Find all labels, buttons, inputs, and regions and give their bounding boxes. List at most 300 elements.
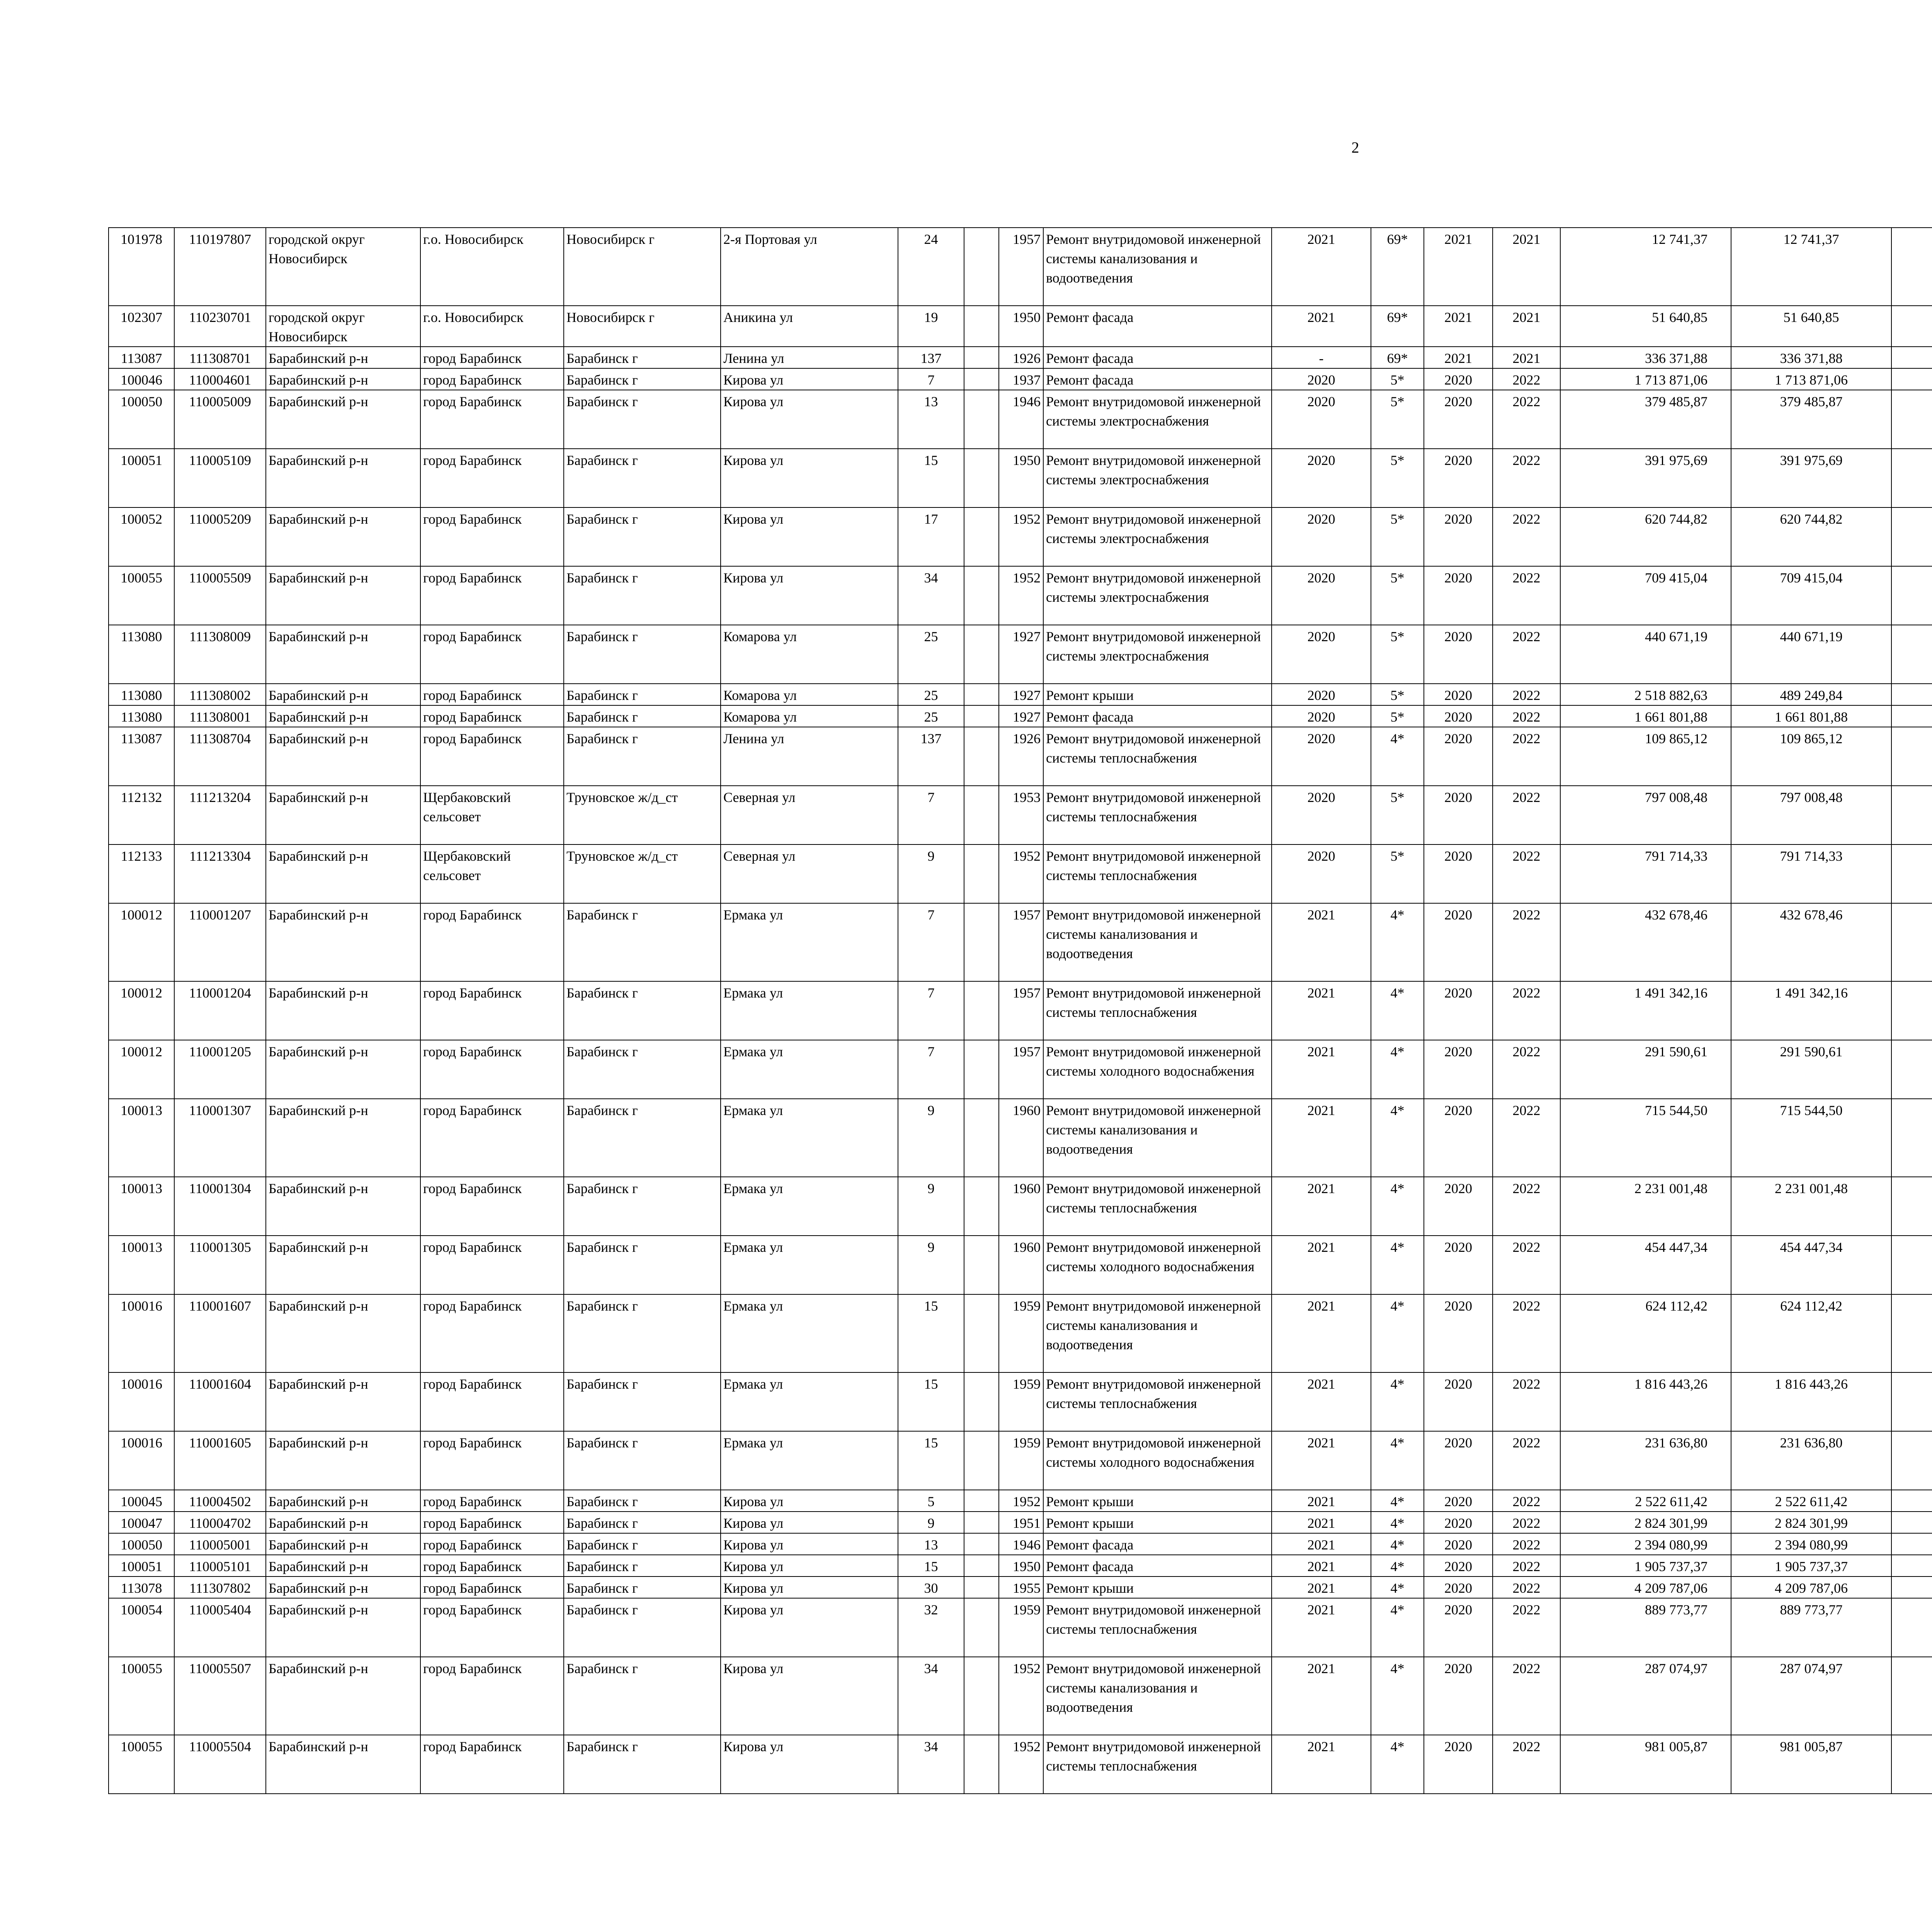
cell-end-year: 2022 [1493,1431,1560,1490]
cell-municipal-district: Барабинский р-н [266,1555,420,1577]
cell-municipality: город Барабинск [420,1555,564,1577]
cell-work-type: Ремонт внутридомовой инженерной системы теплоснабжения [1043,844,1272,903]
cell-build-year: 1927 [999,684,1043,705]
cell-fund-cost: 2 522 611,42 [1731,1490,1891,1512]
table-row [109,981,1932,1040]
cell-municipal-district: Барабинский р-н [266,1598,420,1657]
cell-start-year: 2020 [1424,727,1493,786]
cell-start-year: 2020 [1424,1598,1493,1657]
cell-build-year: 1952 [999,1490,1043,1512]
cell-build-year: 1952 [999,566,1043,625]
cell-street: Ермака ул [721,1099,898,1177]
cell-total-cost: 797 008,48 [1560,786,1731,844]
cell-federal-funds [1891,727,1932,786]
cell-work-type: Ремонт крыши [1043,1512,1272,1533]
cell-federal-funds [1891,684,1932,705]
cell-plan-year: 2021 [1272,1577,1371,1598]
cell-work-type: Ремонт внутридомовой инженерной системы электроснабжения [1043,566,1272,625]
cell-plan-year: 2020 [1272,705,1371,727]
cell-end-year: 2022 [1493,1577,1560,1598]
cell-total-cost: 2 231 001,48 [1560,1177,1731,1236]
cell-object-code: 110230701 [174,306,266,347]
cell-work-type: Ремонт внутридомовой инженерной системы теплоснабжения [1043,786,1272,844]
cell-build-year: 1957 [999,903,1043,981]
cell-build-year: 1959 [999,1294,1043,1372]
cell-plan-year: 2021 [1272,1735,1371,1794]
cell-work-type: Ремонт фасада [1043,306,1272,347]
cell-total-cost: 1 713 871,06 [1560,368,1731,390]
cell-fund-cost: 12 741,37 [1731,228,1891,306]
cell-house-letter [964,1040,999,1099]
cell-start-year: 2020 [1424,368,1493,390]
cell-house-letter [964,1657,999,1735]
cell-municipal-district: Барабинский р-н [266,1657,420,1735]
cell-street: Кирова ул [721,449,898,507]
cell-build-year: 1957 [999,1040,1043,1099]
cell-settlement: Барабинск г [564,1236,721,1294]
cell-municipality: город Барабинск [420,1372,564,1431]
table-row [109,727,1932,786]
cell-federal-funds [1891,1372,1932,1431]
cell-total-cost: 1 905 737,37 [1560,1555,1731,1577]
cell-fund-cost: 2 824 301,99 [1731,1512,1891,1533]
cell-build-year: 1959 [999,1372,1043,1431]
cell-build-year: 1960 [999,1236,1043,1294]
cell-work-type: Ремонт фасада [1043,368,1272,390]
cell-total-cost: 2 522 611,42 [1560,1490,1731,1512]
cell-settlement: Барабинск г [564,347,721,368]
table-row [109,1577,1932,1598]
cell-street: Ермака ул [721,1236,898,1294]
cell-house-letter [964,1177,999,1236]
cell-house-letter [964,1512,999,1533]
cell-plan-number: 4* [1371,1099,1424,1177]
cell-house-letter [964,368,999,390]
cell-settlement: Барабинск г [564,1533,721,1555]
cell-fund-cost: 1 713 871,06 [1731,368,1891,390]
cell-end-year: 2022 [1493,1735,1560,1794]
cell-house-number: 15 [898,1555,964,1577]
cell-municipality: город Барабинск [420,1236,564,1294]
cell-house-number: 34 [898,566,964,625]
cell-settlement: Барабинск г [564,1040,721,1099]
cell-federal-funds [1891,347,1932,368]
cell-plan-year: 2021 [1272,1099,1371,1177]
cell-build-year: 1960 [999,1099,1043,1177]
cell-total-cost: 1 491 342,16 [1560,981,1731,1040]
cell-street: Комарова ул [721,625,898,684]
cell-street: Ермака ул [721,1431,898,1490]
cell-object-code: 110001305 [174,1236,266,1294]
cell-federal-funds [1891,368,1932,390]
cell-house-number: 9 [898,1236,964,1294]
cell-total-cost: 336 371,88 [1560,347,1731,368]
cell-object-code: 110001204 [174,981,266,1040]
cell-house-id: 100050 [109,390,174,449]
cell-house-number: 15 [898,449,964,507]
cell-build-year: 1951 [999,1512,1043,1533]
cell-house-number: 17 [898,507,964,566]
cell-municipality: город Барабинск [420,684,564,705]
cell-house-letter [964,1577,999,1598]
table-row [109,625,1932,684]
cell-total-cost: 1 661 801,88 [1560,705,1731,727]
cell-plan-number: 4* [1371,1490,1424,1512]
cell-fund-cost: 791 714,33 [1731,844,1891,903]
cell-house-letter [964,1490,999,1512]
cell-house-id: 102307 [109,306,174,347]
cell-plan-year: 2021 [1272,306,1371,347]
table-row [109,903,1932,981]
cell-work-type: Ремонт внутридомовой инженерной системы теплоснабжения [1043,1598,1272,1657]
cell-fund-cost: 454 447,34 [1731,1236,1891,1294]
cell-house-id: 100013 [109,1177,174,1236]
cell-street: Кирова ул [721,1735,898,1794]
cell-municipal-district: Барабинский р-н [266,903,420,981]
cell-house-letter [964,1431,999,1490]
cell-build-year: 1952 [999,1657,1043,1735]
table-row [109,449,1932,507]
cell-build-year: 1952 [999,507,1043,566]
cell-federal-funds [1891,566,1932,625]
cell-end-year: 2022 [1493,1657,1560,1735]
cell-end-year: 2022 [1493,1040,1560,1099]
cell-fund-cost: 109 865,12 [1731,727,1891,786]
cell-plan-number: 5* [1371,507,1424,566]
cell-object-code: 111307802 [174,1577,266,1598]
cell-settlement: Барабинск г [564,1555,721,1577]
cell-work-type: Ремонт внутридомовой инженерной системы теплоснабжения [1043,1177,1272,1236]
cell-settlement: Новосибирск г [564,228,721,306]
cell-object-code: 110005404 [174,1598,266,1657]
table-row [109,1372,1932,1431]
cell-federal-funds [1891,507,1932,566]
cell-build-year: 1946 [999,1533,1043,1555]
cell-house-number: 137 [898,347,964,368]
cell-house-id: 100051 [109,1555,174,1577]
cell-federal-funds [1891,228,1932,306]
cell-build-year: 1955 [999,1577,1043,1598]
cell-street: Ермака ул [721,981,898,1040]
cell-start-year: 2020 [1424,390,1493,449]
cell-house-letter [964,449,999,507]
cell-house-number: 9 [898,1177,964,1236]
table-row [109,1490,1932,1512]
cell-total-cost: 454 447,34 [1560,1236,1731,1294]
cell-plan-number: 4* [1371,1735,1424,1794]
cell-house-number: 7 [898,903,964,981]
cell-fund-cost: 291 590,61 [1731,1040,1891,1099]
cell-start-year: 2020 [1424,705,1493,727]
cell-settlement: Барабинск г [564,507,721,566]
cell-settlement: Барабинск г [564,684,721,705]
cell-plan-year: 2021 [1272,1490,1371,1512]
cell-plan-year: 2020 [1272,625,1371,684]
cell-start-year: 2020 [1424,1577,1493,1598]
cell-municipal-district: Барабинский р-н [266,1533,420,1555]
cell-start-year: 2020 [1424,507,1493,566]
cell-municipal-district: Барабинский р-н [266,449,420,507]
cell-object-code: 110001207 [174,903,266,981]
cell-municipal-district: Барабинский р-н [266,1490,420,1512]
cell-end-year: 2021 [1493,306,1560,347]
cell-municipal-district: Барабинский р-н [266,844,420,903]
cell-object-code: 110005101 [174,1555,266,1577]
cell-plan-number: 4* [1371,1598,1424,1657]
cell-end-year: 2022 [1493,981,1560,1040]
cell-federal-funds [1891,390,1932,449]
table-row [109,1735,1932,1794]
cell-start-year: 2021 [1424,306,1493,347]
table-body [109,228,1932,1794]
cell-municipality: город Барабинск [420,1598,564,1657]
cell-start-year: 2020 [1424,566,1493,625]
cell-municipal-district: Барабинский р-н [266,347,420,368]
cell-fund-cost: 287 074,97 [1731,1657,1891,1735]
cell-end-year: 2022 [1493,390,1560,449]
cell-work-type: Ремонт внутридомовой инженерной системы электроснабжения [1043,507,1272,566]
cell-plan-number: 5* [1371,625,1424,684]
cell-municipality: город Барабинск [420,368,564,390]
cell-fund-cost: 797 008,48 [1731,786,1891,844]
cell-plan-number: 69* [1371,347,1424,368]
cell-municipality: город Барабинск [420,1512,564,1533]
cell-street: Кирова ул [721,507,898,566]
cell-fund-cost: 2 394 080,99 [1731,1533,1891,1555]
cell-house-letter [964,1294,999,1372]
cell-settlement: Барабинск г [564,1372,721,1431]
cell-end-year: 2022 [1493,368,1560,390]
cell-house-id: 100055 [109,1657,174,1735]
cell-municipality: город Барабинск [420,1735,564,1794]
cell-municipality: город Барабинск [420,449,564,507]
cell-settlement: Барабинск г [564,390,721,449]
cell-street: Ленина ул [721,727,898,786]
cell-federal-funds [1891,1577,1932,1598]
cell-end-year: 2022 [1493,786,1560,844]
cell-settlement: Барабинск г [564,981,721,1040]
table-row [109,1294,1932,1372]
cell-total-cost: 620 744,82 [1560,507,1731,566]
cell-house-letter [964,727,999,786]
cell-object-code: 110005009 [174,390,266,449]
cell-end-year: 2022 [1493,507,1560,566]
cell-settlement: Барабинск г [564,449,721,507]
cell-end-year: 2022 [1493,1533,1560,1555]
cell-work-type: Ремонт внутридомовой инженерной системы теплоснабжения [1043,727,1272,786]
cell-total-cost: 4 209 787,06 [1560,1577,1731,1598]
cell-house-id: 113080 [109,705,174,727]
cell-plan-year: 2021 [1272,228,1371,306]
cell-build-year: 1946 [999,390,1043,449]
cell-house-number: 5 [898,1490,964,1512]
cell-plan-year: 2020 [1272,368,1371,390]
table-row [109,705,1932,727]
cell-fund-cost: 1 661 801,88 [1731,705,1891,727]
cell-build-year: 1950 [999,1555,1043,1577]
cell-municipality: город Барабинск [420,1431,564,1490]
cell-work-type: Ремонт внутридомовой инженерной системы электроснабжения [1043,625,1272,684]
cell-settlement: Барабинск г [564,1598,721,1657]
cell-house-id: 100045 [109,1490,174,1512]
cell-house-number: 9 [898,844,964,903]
cell-object-code: 111213204 [174,786,266,844]
cell-municipality: город Барабинск [420,1177,564,1236]
cell-house-letter [964,1555,999,1577]
cell-total-cost: 1 816 443,26 [1560,1372,1731,1431]
cell-start-year: 2020 [1424,1512,1493,1533]
cell-plan-year: 2020 [1272,844,1371,903]
cell-federal-funds [1891,1512,1932,1533]
cell-plan-number: 5* [1371,786,1424,844]
cell-build-year: 1950 [999,306,1043,347]
cell-end-year: 2022 [1493,566,1560,625]
cell-plan-number: 4* [1371,1657,1424,1735]
cell-start-year: 2021 [1424,228,1493,306]
cell-build-year: 1937 [999,368,1043,390]
cell-municipality: город Барабинск [420,1040,564,1099]
cell-house-letter [964,228,999,306]
cell-street: Кирова ул [721,1490,898,1512]
cell-house-number: 25 [898,705,964,727]
cell-house-letter [964,1735,999,1794]
cell-house-letter [964,684,999,705]
cell-plan-number: 4* [1371,1512,1424,1533]
cell-start-year: 2020 [1424,1490,1493,1512]
cell-house-id: 113078 [109,1577,174,1598]
cell-municipality: город Барабинск [420,1490,564,1512]
cell-house-number: 9 [898,1099,964,1177]
cell-plan-number: 4* [1371,1177,1424,1236]
cell-plan-year: 2020 [1272,566,1371,625]
cell-municipal-district: Барабинский р-н [266,1431,420,1490]
cell-plan-number: 4* [1371,1372,1424,1431]
cell-federal-funds [1891,625,1932,684]
cell-build-year: 1926 [999,727,1043,786]
cell-plan-year: 2021 [1272,1431,1371,1490]
cell-municipality: город Барабинск [420,705,564,727]
table-row [109,1099,1932,1177]
cell-start-year: 2020 [1424,1236,1493,1294]
cell-street: Кирова ул [721,1598,898,1657]
cell-plan-number: 5* [1371,566,1424,625]
table-row [109,347,1932,368]
cell-street: Ермака ул [721,903,898,981]
cell-end-year: 2022 [1493,625,1560,684]
cell-plan-year: 2021 [1272,1236,1371,1294]
cell-build-year: 1950 [999,449,1043,507]
cell-municipal-district: Барабинский р-н [266,1577,420,1598]
cell-start-year: 2020 [1424,786,1493,844]
cell-municipality: город Барабинск [420,507,564,566]
cell-federal-funds [1891,306,1932,347]
cell-house-number: 9 [898,1512,964,1533]
cell-plan-year: 2021 [1272,1512,1371,1533]
cell-street: Кирова ул [721,1577,898,1598]
cell-total-cost: 379 485,87 [1560,390,1731,449]
cell-build-year: 1957 [999,981,1043,1040]
cell-municipal-district: Барабинский р-н [266,625,420,684]
cell-house-number: 19 [898,306,964,347]
cell-end-year: 2022 [1493,684,1560,705]
cell-house-id: 100051 [109,449,174,507]
cell-municipal-district: Барабинский р-н [266,1099,420,1177]
cell-house-id: 100013 [109,1099,174,1177]
cell-start-year: 2020 [1424,1735,1493,1794]
cell-build-year: 1927 [999,705,1043,727]
cell-house-id: 100047 [109,1512,174,1533]
cell-total-cost: 51 640,85 [1560,306,1731,347]
cell-end-year: 2022 [1493,1099,1560,1177]
cell-total-cost: 981 005,87 [1560,1735,1731,1794]
table-row [109,390,1932,449]
cell-plan-year: 2020 [1272,786,1371,844]
cell-federal-funds [1891,844,1932,903]
cell-work-type: Ремонт внутридомовой инженерной системы канализования и водоотведения [1043,1099,1272,1177]
cell-street: Северная ул [721,786,898,844]
cell-plan-number: 4* [1371,1040,1424,1099]
cell-start-year: 2020 [1424,1555,1493,1577]
cell-total-cost: 889 773,77 [1560,1598,1731,1657]
cell-work-type: Ремонт фасада [1043,705,1272,727]
cell-total-cost: 440 671,19 [1560,625,1731,684]
cell-house-number: 32 [898,1598,964,1657]
table-row [109,507,1932,566]
cell-house-letter [964,390,999,449]
cell-house-letter [964,507,999,566]
cell-settlement: Барабинск г [564,1490,721,1512]
cell-object-code: 110004702 [174,1512,266,1533]
cell-house-id: 100016 [109,1431,174,1490]
data-table [108,227,1932,1794]
cell-municipal-district: Барабинский р-н [266,368,420,390]
cell-street: Комарова ул [721,684,898,705]
cell-plan-year: 2020 [1272,507,1371,566]
cell-municipal-district: Барабинский р-н [266,1177,420,1236]
cell-plan-number: 4* [1371,1533,1424,1555]
cell-house-number: 7 [898,368,964,390]
cell-start-year: 2020 [1424,1372,1493,1431]
cell-work-type: Ремонт внутридомовой инженерной системы канализования и водоотведения [1043,903,1272,981]
cell-federal-funds [1891,981,1932,1040]
table-row [109,1431,1932,1490]
cell-street: Кирова ул [721,368,898,390]
cell-plan-number: 4* [1371,1236,1424,1294]
cell-municipality: город Барабинск [420,566,564,625]
cell-settlement: Барабинск г [564,1577,721,1598]
table-row [109,1598,1932,1657]
table-row [109,306,1932,347]
cell-federal-funds [1891,1598,1932,1657]
cell-plan-number: 69* [1371,228,1424,306]
cell-house-number: 15 [898,1372,964,1431]
cell-house-number: 137 [898,727,964,786]
cell-object-code: 111308009 [174,625,266,684]
cell-plan-year: 2021 [1272,903,1371,981]
cell-fund-cost: 4 209 787,06 [1731,1577,1891,1598]
cell-fund-cost: 51 640,85 [1731,306,1891,347]
cell-end-year: 2022 [1493,1512,1560,1533]
cell-end-year: 2022 [1493,844,1560,903]
cell-house-number: 25 [898,625,964,684]
cell-start-year: 2020 [1424,903,1493,981]
cell-fund-cost: 889 773,77 [1731,1598,1891,1657]
cell-house-id: 113087 [109,347,174,368]
cell-municipal-district: Барабинский р-н [266,1372,420,1431]
cell-house-number: 25 [898,684,964,705]
cell-fund-cost: 624 112,42 [1731,1294,1891,1372]
cell-object-code: 111308001 [174,705,266,727]
